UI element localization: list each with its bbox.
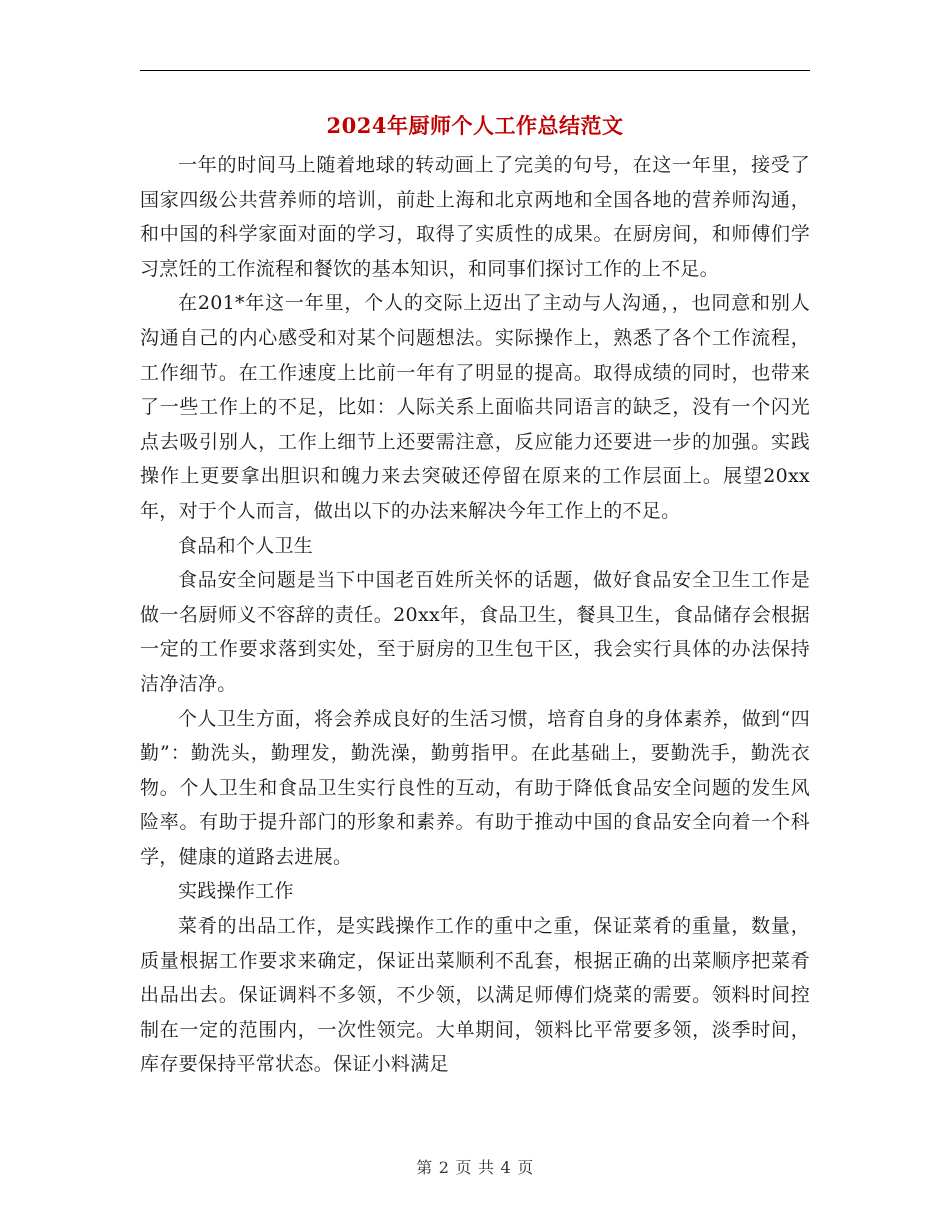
section-heading-hygiene: 食品和个人卫生	[178, 534, 314, 557]
footer-total-pages: 4	[500, 1158, 512, 1177]
footer-current-page: 2	[438, 1158, 450, 1177]
paragraph-review: 在201*年这一年里，个人的交际上迈出了主动与人沟通，，也同意和别人沟通自己的内心感受和对某个问题想法。实际操作上，熟悉了各个工作流程，工作细节。在工作速度上比前一年有了明显的提高。取得成绩的同时，也带来了一些工作上的不足，比如：人际关系上面临共同语言的缺乏，没有一个闪光点去吸引别人，工作上细节上还要需注意，反应能力还要进一步的加强。实践操作上更要拿出胆识和魄力来去突破还停留在原来的工作层面上。展望20xx年，对于个人而言，做出以下的办法来解决今年工作上的不足。	[140, 292, 810, 522]
footer-total-prefix: 共	[478, 1158, 495, 1177]
footer-total-suffix: 页	[517, 1158, 534, 1177]
paragraph-practice: 菜肴的出品工作，是实践操作工作的重中之重，保证菜肴的重量，数量，质量根据工作要求来确定，保证出菜顺利不乱套，根据正确的出菜顺序把菜肴出品出去。保证调料不多领，不少领，以满足师傅们烧菜的需要。领料时间控制在一定的范围内，一次性领完。大单期间，领料比平常要多领，淡季时间，库存要保持平常状态。保证小料满足	[140, 915, 810, 1076]
footer-page-word: 页	[455, 1158, 472, 1177]
paragraph-intro: 一年的时间马上随着地球的转动画上了完美的句号，在这一年里，接受了国家四级公共营养师的培训，前赴上海和北京两地和全国各地的营养师沟通，和中国的科学家面对面的学习，取得了实质性的成果。在厨房间，和师傅们学习烹饪的工作流程和餐饮的基本知识，和同事们探讨工作的上不足。	[140, 154, 810, 280]
paragraph-food-safety: 食品安全问题是当下中国老百姓所关怀的话题，做好食品安全卫生工作是做一名厨师义不容辞的责任。20xx年，食品卫生，餐具卫生，食品储存会根据一定的工作要求落到实处，至于厨房的卫生包干区，我会实行具体的办法保持洁净洁净。	[140, 569, 810, 695]
header-rule	[140, 70, 810, 71]
section-heading-practice: 实践操作工作	[178, 880, 294, 903]
paragraph-personal-hygiene: 个人卫生方面，将会养成良好的生活习惯，培育自身的身体素养，做到“四勤”：勤洗头，勤理发，勤洗澡，勤剪指甲。在此基础上，要勤洗手，勤洗衣物。个人卫生和食品卫生实行良性的互动，有助于降低食品安全问题的发生风险率。有助于提升部门的形象和素养。有助于推动中国的食品安全向着一个科学，健康的道路去进展。	[140, 707, 810, 868]
page-footer	[0, 1155, 950, 1178]
footer-page-prefix: 第	[416, 1158, 433, 1177]
document-title: 2024年厨师个人工作总结范文	[326, 113, 624, 138]
document-body	[140, 108, 810, 1082]
